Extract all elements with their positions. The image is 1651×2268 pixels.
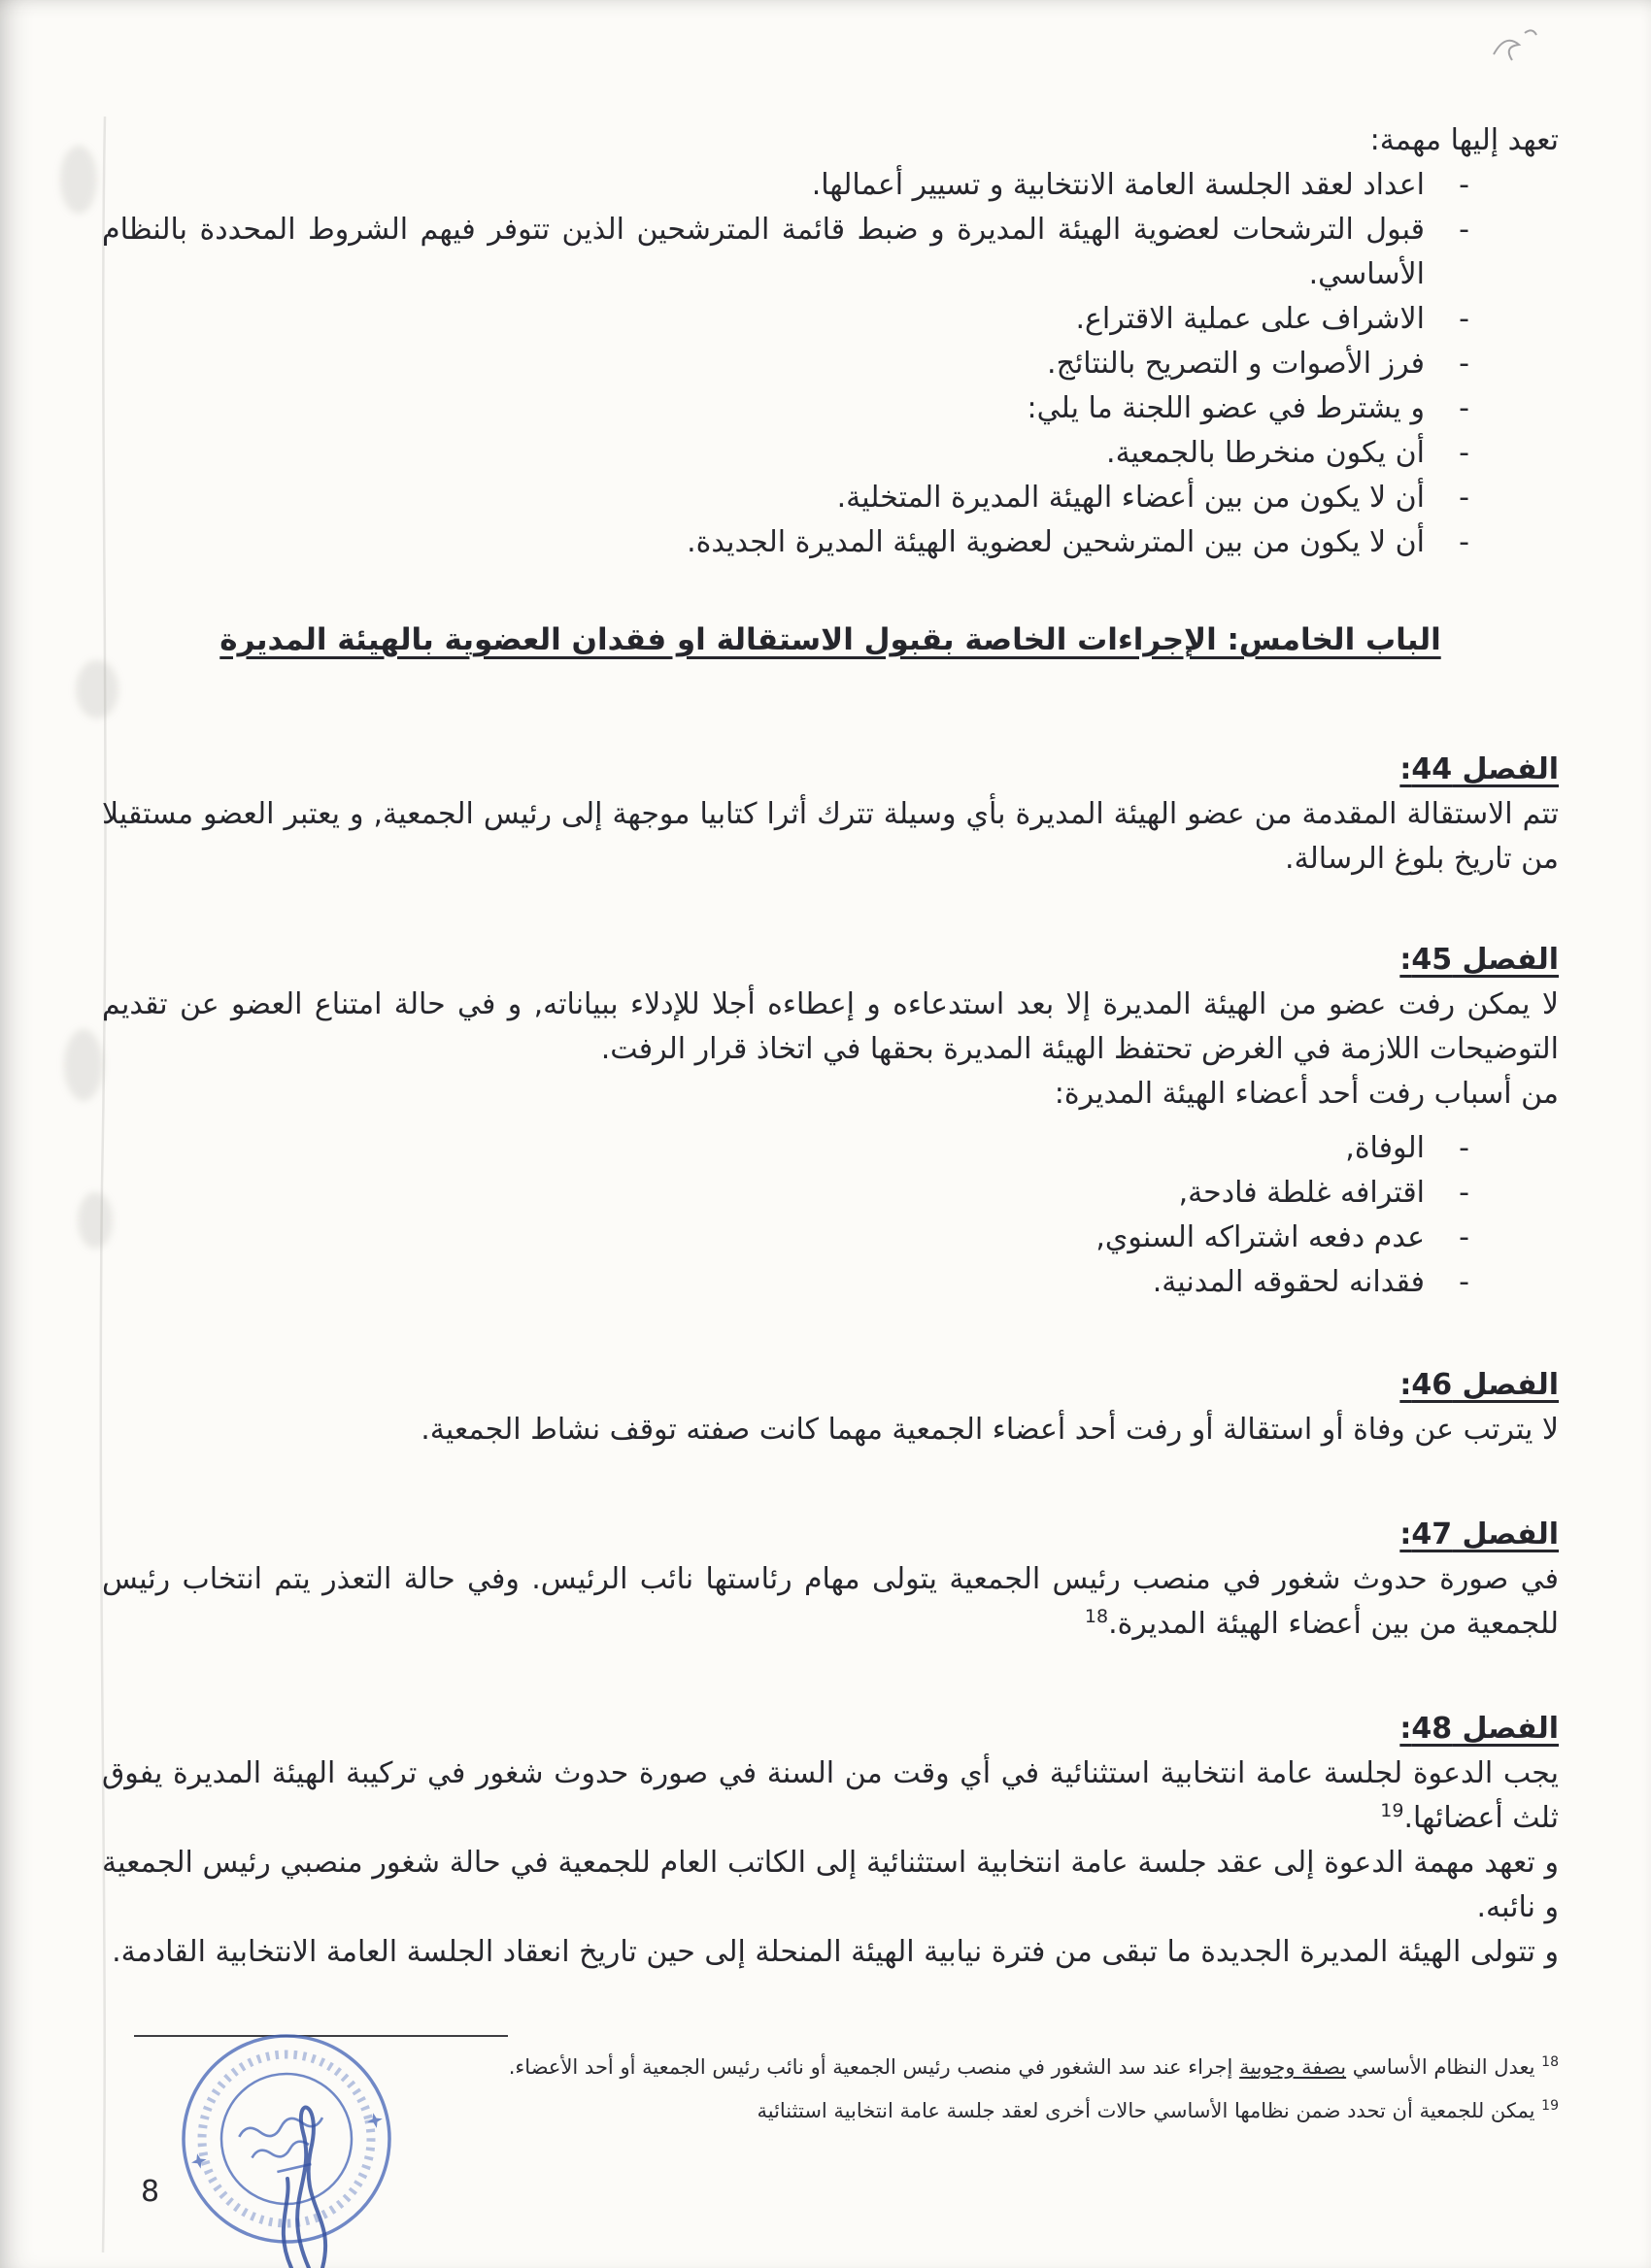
article-paragraph [102, 1751, 1559, 1841]
list-item: - عدم دفعه اشتراكه السنوي, [102, 1216, 1469, 1260]
footnotes-area [393, 2047, 1559, 2134]
footnote-text: يعدل النظام الأساسي [1346, 2055, 1535, 2079]
footnote-ref-19: 19 [1380, 1800, 1404, 1821]
article-title: الفصل 47: [1399, 1518, 1559, 1551]
stamp-graphic [146, 1979, 427, 2268]
chapter-heading: الباب الخامس: الإجراءات الخاصة بقبول الاستقالة او فقدان العضوية بالهيئة المديرة [219, 622, 1441, 657]
list-item: - فرز الأصوات و التصريح بالنتائج. [102, 342, 1469, 386]
paragraph-text: يجب الدعوة لجلسة عامة انتخابية استثنائية في أي وقت من السنة في صورة حدوث شغور في تركيبة الهيئة المديرة يفوق ثلث أعضائها. [102, 1756, 1559, 1835]
official-stamp [146, 1979, 427, 2268]
dash-bullet [1425, 297, 1469, 342]
dash-bullet [1425, 1171, 1469, 1216]
list-item: - و يشترط في عضو اللجنة ما يلي: [102, 386, 1469, 431]
list-item: - الاشراف على عملية الاقتراع. [102, 297, 1469, 342]
section-article-46 [102, 1363, 1559, 1452]
section-article-48 [102, 1707, 1559, 1975]
list-item: - الوفاة, [102, 1126, 1469, 1171]
footnote-ref-18: 18 [1084, 1606, 1109, 1627]
footnote-number: 18 [1541, 2054, 1559, 2070]
dash-bullet [1425, 342, 1469, 386]
article-paragraph: من أسباب رفت أحد أعضاء الهيئة المديرة: [1054, 1077, 1559, 1111]
intro-lead: تعهد إليها مهمة: [1369, 123, 1559, 157]
article-title: الفصل 45: [1399, 943, 1559, 977]
dash-bullet [1425, 1216, 1469, 1260]
footnote-text: إجراء عند سد الشغور في منصب رئيس الجمعية أو نائب رئيس الجمعية أو أحد الأعضاء. [508, 2055, 1240, 2079]
list-item: - فقدانه لحقوقه المدنية. [102, 1260, 1469, 1305]
committee-duties-list [102, 163, 1559, 565]
footnote-text-underlined: بصفة وجوبية [1239, 2055, 1347, 2079]
list-item: - أن يكون منخرطا بالجمعية. [102, 431, 1469, 476]
article-title: الفصل 48: [1399, 1712, 1559, 1746]
footnote-text: يمكن للجمعية أن تحدد ضمن نظامها الأساسي حالات أخرى لعقد جلسة عامة انتخابية استثنائية [757, 2099, 1535, 2122]
article-paragraph: لا يمكن رفت عضو من الهيئة المديرة إلا بعد استدعاءه و إعطاءه أجلا للإدلاء ببياناته, و في حالة امتناع العضو عن تقديم التوضيحات اللازمة في الغرض تحتفظ الهيئة المديرة بحقها في اتخاذ قرار الرفت. [102, 987, 1559, 1066]
dash-bullet [1425, 386, 1469, 431]
article-paragraph: تتم الاستقالة المقدمة من عضو الهيئة المديرة بأي وسيلة تترك أثرا كتابيا موجهة إلى رئيس الجمعية, و يعتبر العضو مستقيلا من تاريخ بلوغ الرسالة. [102, 797, 1559, 876]
dismissal-reasons-list [102, 1126, 1559, 1305]
dash-bullet [1425, 208, 1469, 297]
list-item: - أن لا يكون من بين أعضاء الهيئة المديرة المتخلية. [102, 476, 1469, 520]
dash-bullet [1425, 476, 1469, 520]
article-paragraph: لا يترتب عن وفاة أو استقالة أو رفت أحد أعضاء الجمعية مهما كانت صفته توقف نشاط الجمعية. [421, 1413, 1559, 1447]
section-article-44 [102, 748, 1559, 882]
page-number: 8 [141, 2175, 160, 2209]
dash-bullet [1425, 163, 1469, 208]
dash-bullet [1425, 1260, 1469, 1305]
list-item: - اعداد لعقد الجلسة العامة الانتخابية و تسيير أعمالها. [102, 163, 1469, 208]
list-item: - أن لا يكون من بين المترشحين لعضوية الهيئة المديرة الجديدة. [102, 520, 1469, 565]
signature-stroke [284, 2108, 325, 2268]
article-paragraph: و تعهد مهمة الدعوة إلى عقد جلسة عامة انتخابية استثنائية إلى الكاتب العام للجمعية في حالة شغور منصبي رئيس الجمعية و نائبه. [102, 1846, 1559, 1924]
article-title: الفصل 46: [1399, 1368, 1559, 1402]
article-paragraph: و تتولى الهيئة المديرة الجديدة ما تبقى من فترة نيابية الهيئة المنحلة إلى حين تاريخ انعقاد الجلسة العامة الانتخابية القادمة. [112, 1935, 1559, 1969]
footnote-18 [393, 2047, 1559, 2083]
section-article-47 [102, 1513, 1559, 1647]
footnote-number: 19 [1541, 2098, 1559, 2114]
list-item: - قبول الترشحات لعضوية الهيئة المديرة و ضبط قائمة المترشحين الذين تتوفر فيهم الشروط المحددة بالنظام الأساسي. [102, 208, 1469, 297]
pencil-mark-artifact [1486, 21, 1544, 70]
article-title: الفصل 44: [1399, 752, 1559, 786]
dash-bullet [1425, 520, 1469, 565]
footnote-19 [393, 2090, 1559, 2126]
list-item: - اقترافه غلطة فادحة, [102, 1171, 1469, 1216]
dash-bullet [1425, 1126, 1469, 1171]
section-article-45 [102, 938, 1559, 1305]
article-paragraph [102, 1557, 1559, 1647]
dash-bullet [1425, 431, 1469, 476]
paragraph-text: في صورة حدوث شغور في منصب رئيس الجمعية يتولى مهام رئاستها نائب الرئيس. وفي حالة التعذر يتم انتخاب رئيس للجمعية من بين أعضاء الهيئة المديرة. [102, 1562, 1559, 1641]
